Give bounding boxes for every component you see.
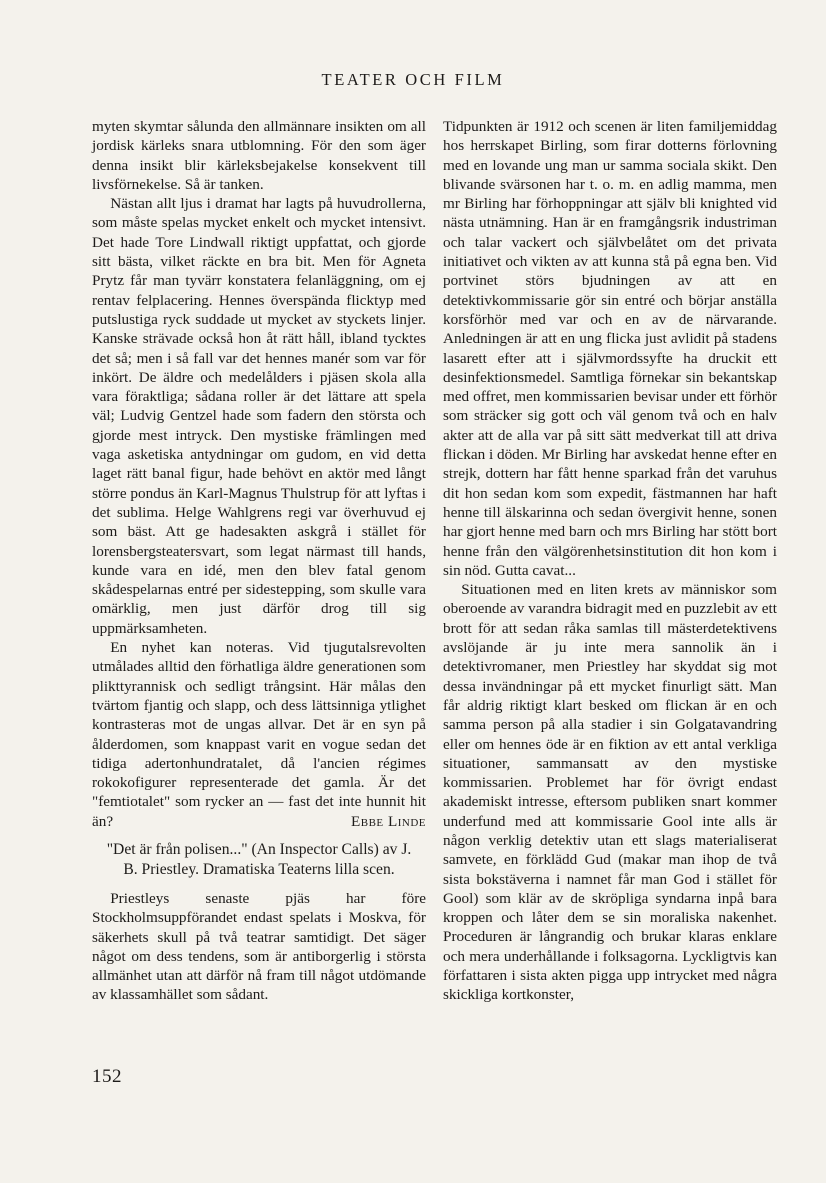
- paragraph: En nyhet kan noteras. Vid tjugutalsrevolten utmålades alltid den förhatliga äldre generationen som plikttyrannisk och sedligt trångsint. Här målas den tvärtom fjantig och slapp, och dess lättsinniga ytlighet kontrasteras mot de ungas allvar. Det är en syn på ålderdomen, som knappast varit en vogue sedan det tidiga adertonhundratalet, då l'ancien régimes rokokofigurer representerade det gamla. Är det "femtiotalet" som rycker an — fast det inte hunnit hit än?: [92, 639, 426, 830]
- running-head: TEATER OCH FILM: [321, 70, 505, 89]
- right-column: [443, 117, 777, 1005]
- paragraph: Situationen med en liten krets av människor som oberoende av varandra bidragit med en puzzlebit av ett brott för att sedan råka samlas till mästerdetektivens avslöjande är ju inte mera sannolik än i detektivromaner, men Priestley har skyddat sig mot dessa invändningar på ett mycket finurligt sätt. Man får aldrig riktigt klart besked om flickan är en och samma person på alla stadier i sin Golgatavandring eller om hennes öde är en fiktion av ett antal verkliga situationer, sammansatt av den mystiske kommissarien. Problemet har för övrigt endast akademiskt intresse, eftersom publiken snart kommer underfund med att kommissarie Gool inte alls är någon verklig detektiv utan ett slags materialiserat samvete, en förklädd Gud (makar man ihop de två sista bokstäverna i namnet får man God i stället för Gool) som klär av de skröpliga syndarna inpå bara kroppen och låter dem se sin moraliska nakenhet. Proceduren är långrandig och brukar klaras enklare och mera underhållande i folksagorna. Lyckligtvis kan författaren i sista akten pigga upp intrycket med några skickliga kortkonster,: [443, 581, 777, 1004]
- left-column: [92, 117, 426, 1005]
- review-heading: "Det är från polisen..." (An Inspector Calls) av J. B. Priestley. Dramatiska Teaterns lilla scen.: [106, 840, 412, 878]
- paragraph: Nästan allt ljus i dramat har lagts på huvudrollerna, som måste spelas mycket enkelt och mycket intensivt. Det hade Tore Lindwall riktigt uppfattat, och gjorde sitt bästa, vilket räckte en bra bit. Men för Agneta Prytz får man tyvärr konstatera felanläggning, om ej rentav felplacering. Hennes överspända flicktyp med putslustiga ryck suddade ut mycket av styckets linjer. Kanske strävade också hon åt rätt håll, ibland tycktes det så; men i så fall var det hennes manér som var för inkört. De äldre och medelålders i pjäsen skola alla vara föraktliga; sådana roller är det lättare att spela väl; Ludvig Gentzel hade som fadern den största och gjorde mest intryck. Den mystiske främlingen med vaga asketiska antydningar om gudom, en vid detta laget rätt banal figur, hade behövt en aktör med långt större pondus än Karl-Magnus Thulstrup för att lyftas i det sublima. Helge Wahlgrens regi var överhuvud ej som bäst. Att ge hadesakten askgrå i stället för lorensbergsteatersvart, som legat närmast till hands, kunde vara en idé, men den blev fatal genom skådespelarnas entré per sidestepping, som skulle vara omärklig, men just därför drog till sig uppmärksamheten.: [92, 195, 426, 637]
- author-signature: Ebbe Linde: [350, 812, 426, 830]
- paragraph: Priestleys senaste pjäs har före Stockholmsuppförandet endast spelats i Moskva, för säkerhets skull på två teatrar samtidigt. Det säger något om dess tendens, som är antiborgerlig i största allmänhet utan att därför nå fram till något utdömande av klassamhället som sådant.: [92, 889, 426, 1004]
- paragraph: Tidpunkten är 1912 och scenen är liten familjemiddag hos herrskapet Birling, som firar dotterns förlovning med en lovande ung man ur samma sociala skikt. Den blivande svärsonen har t. o. m. en adlig mamma, men mr Birling har förhoppningar att själv bli knighted vid nästa utnämning. Han är en framgångsrik industriman och talar vackert och självbelåtet om det privata initiativet och vikten av att kunna stå på egna ben. Vid portvinet störs bjudningen av att en detektivkommissarie gör sin entré och börjar anställa korsförhör med var och en av de närvarande. Anledningen är att en ung flicka just avlidit på stadens lasarett efter att i självmordssyfte ha druckit ett desinfektionsmedel. Samtliga förnekar sin bekantskap med offret, men kommissarien bevisar under ett förhör som sträcker sig gott och väl genom två och en halv akter att de alla var på sitt sätt medverkat till att driva flickan i döden. Mr Birling har avskedat henne efter en strejk, dottern har fått henne sparkad från det varuhus dit hon sedan kom som expedit, fästmannen har haft henne till älskarinna och sedan övergivit henne, sonen har gjort henne med barn och mrs Birling har stött bort henne från den välgörenhetsinstitution dit hon kom i sin nöd. Gutta cavat...: [443, 118, 778, 579]
- paragraph: myten skymtar sålunda den allmännare insikten om all jordisk kärleks snara utblomning. För den som äger denna insikt blir kärleksbejakelse konsekvent till livsförnekelse. Så är tanken.: [92, 118, 426, 193]
- page-number: 152: [92, 1066, 122, 1087]
